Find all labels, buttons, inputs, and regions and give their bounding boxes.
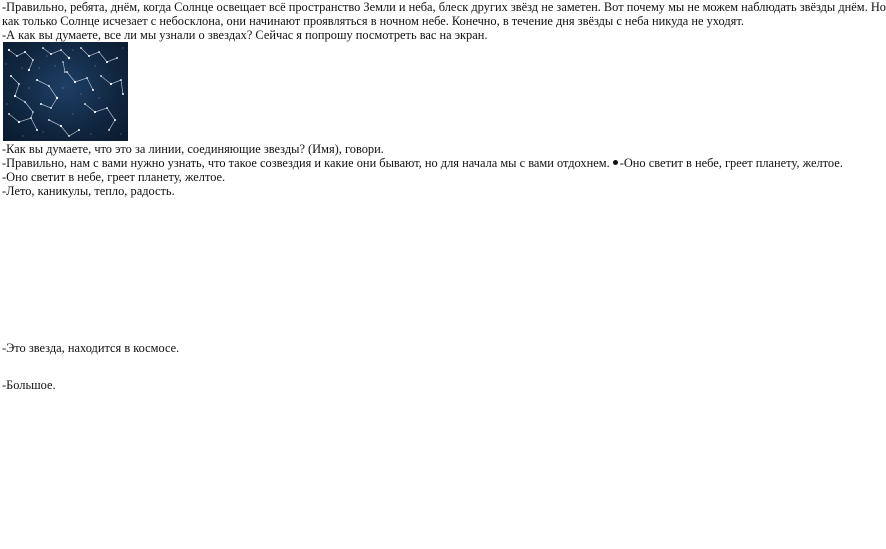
paragraph-line: как только Солнце исчезает с небосклона, они начинают проявляться в ночном небе. Конечно, в течение дня звёзды с неба никуда не уходят. (2, 14, 744, 28)
bullet-icon (613, 160, 618, 165)
answer-line: -Большое. (2, 378, 56, 392)
question-line: -Как вы думаете, что это за линии, соединяющие звезды? (Имя), говори. (2, 142, 384, 156)
answer-line: -Лето, каникулы, тепло, радость. (2, 184, 175, 198)
answer-line: -Это звезда, находится в космосе. (2, 341, 180, 355)
answer-line: -Оно светит в небе, греет планету, желтое. (2, 170, 226, 184)
paragraph-text: -Правильно, нам с вами нужно узнать, что такое созвездия и какие они бывают, но для начала мы с вами отдохнем. (2, 156, 610, 170)
constellation-lines-graphic (3, 42, 128, 141)
paragraph-line: -Правильно, ребята, днём, когда Солнце освещает всё пространство Земли и неба, блеск других звёзд не заметен. Вот почему мы не можем наблюдать звёзды днём. Но (2, 0, 886, 14)
question-line: -А как вы думаете, все ли мы узнали о звездах? Сейчас я попрошу посмотреть вас на экран. (2, 28, 488, 42)
constellation-map-image (3, 42, 128, 141)
paragraph-line (2, 156, 843, 171)
answer-text: -Оно светит в небе, греет планету, желтое. (619, 156, 843, 170)
